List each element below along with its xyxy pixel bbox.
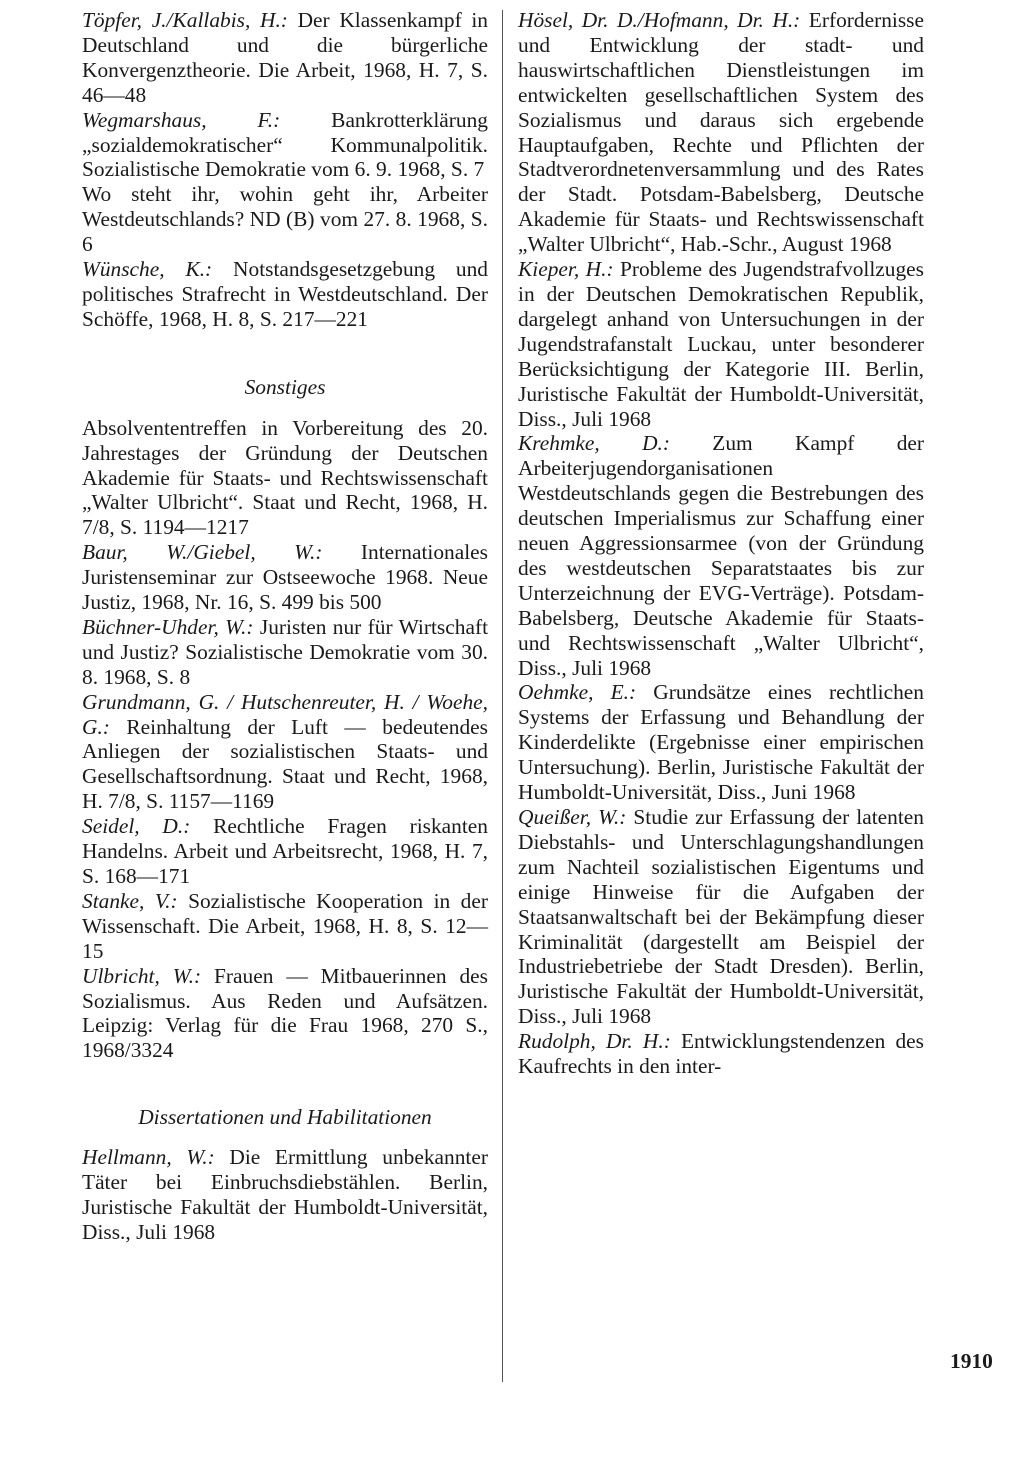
bibliography-entry [518,8,924,257]
bibliography-entry [82,964,488,1064]
entry-text: Zum Kampf der Arbeiterjugendorganisationen Westdeutschlands gegen die Bestrebungen des deutschen Imperialismus zur Schaffung einer neuen Aggressionsarmee (von der Gründung des westdeutschen Separatstaates bis zur Unterzeichnung der EVG-Verträge). Potsdam-Babelsberg, Deutsche Akademie für Staats- und Rechtswissenschaft „Walter Ulbricht“, Diss., Juli 1968 [518,431,925,680]
bibliography-list-dissertationen-cont [518,8,924,1079]
entry-author: Krehmke, D.: [518,431,670,456]
entry-author: Baur, W./Giebel, W.: [82,540,323,565]
bibliography-entry [82,257,488,332]
entry-author: Hösel, Dr. D./Hofmann, Dr. H.: [518,8,801,32]
bibliography-entry [518,431,924,680]
entry-author: Seidel, D.: [82,814,191,839]
entry-text: Grundsätze eines rechtlichen Systems der Erfassung und Behandlung der Kinderdelikte (Ergebnisse einer empirischen Untersuchung). Berlin, Juristische Fakultät der Humboldt-Universität, Diss., Juni 1968 [518,680,924,805]
entry-author: Queißer, W.: [518,805,627,829]
entry-text: Der Klassenkampf in Deutschland und die bürgerliche Konvergenztheorie. Die Arbeit, 1968, H. 7, S. 46—48 [82,8,488,107]
entry-text: Rechtliche Fragen riskanten Handelns. Arbeit und Arbeitsrecht, 1968, H. 7, S. 168—171 [82,814,488,888]
entry-text: Reinhaltung der Luft — bedeutendes Anliegen der sozialistischen Staats- und Gesellschaftsordnung. Staat und Recht, 1968, H. 7/8, S. 1157—1169 [82,714,488,814]
bibliography-entry [82,690,488,815]
entry-text: Die Ermittlung unbekannter Täter bei Einbruchsdiebstählen. Berlin, Juristische Fakultät der Humboldt-Universität, Diss., Juli 1968 [82,1145,488,1244]
entry-text: Studie zur Erfassung der latenten Diebstahls- und Unterschlagungshandlungen zum Nachteil sozialistischen Eigentums und einige Hinweise für die Aufgaben der Staatsanwaltschaft bei der Bekämpfung dieser Kriminalität (dargestellt am Beispiel der Industriebetriebe der Stadt Dresden). Berlin, Juristische Fakultät der Humboldt-Universität, Diss., Juli 1968 [518,805,924,1029]
entry-text: Wo steht ihr, wohin geht ihr, Arbeiter Westdeutschlands? ND (B) vom 27. 8. 1968, S. 6 [82,182,488,257]
entry-author: Stanke, V.: [82,888,178,913]
entry-author: Rudolph, Dr. H.: [518,1029,671,1054]
column-divider [502,10,503,1382]
entry-text: Sozialistische Kooperation in der Wissenschaft. Die Arbeit, 1968, H. 8, S. 12—15 [82,888,488,963]
entry-author: Ulbricht, W.: [82,963,202,988]
bibliography-entry [82,540,488,615]
entry-author: Wegmarshaus, F.: [82,107,281,132]
left-column [82,8,488,1245]
entry-text: Bankrotterklärung „sozialdemokratischer“ Kommunalpolitik. Sozialistische Demokratie vom 6. 9. 1968, S. 7 [82,107,488,182]
entry-author: Grundmann, G. / Hutschenreuter, H. / Woehe, G.: [82,689,488,739]
right-column [518,8,924,1079]
bibliography-entry [82,182,488,257]
bibliography-entry [518,1029,924,1079]
entry-text: Juristen nur für Wirtschaft und Justiz? Sozialistische Demokratie vom 30. 8. 1968, S. 8 [82,614,489,689]
entry-author: Töpfer, J./Kallabis, H.: [82,8,288,32]
bibliography-entry [82,889,488,964]
bibliography-entry [82,1145,488,1245]
entry-text: Entwicklungstendenzen des Kaufrechts in den inter- [518,1029,924,1079]
entry-text: Notstandsgesetzgebung und politisches Strafrecht in Westdeutschland. Der Schöffe, 1968, H. 8, S. 217—221 [82,257,488,331]
page-number: 1910 [950,1349,993,1373]
entry-author: Büchner-Uhder, W.: [82,614,254,639]
bibliography-entry [82,8,488,108]
entry-author: Kieper, H.: [518,257,614,282]
section-heading-dissertationen: Dissertationen und Habilitationen [138,1105,432,1130]
bibliography-entry [82,108,488,183]
section-heading-sonstiges: Sonstiges [244,374,326,399]
bibliography-entry [518,257,924,431]
entry-text: Frauen — Mitbauerinnen des Sozialismus. Aus Reden und Aufsätzen. Leipzig: Verlag für die Frau 1968, 270 S., 1968/3324 [82,963,488,1063]
entry-text: Probleme des Jugendstrafvollzuges in der Deutschen Demokratischen Republik, dargelegt anhand von Untersuchungen in der Jugendstrafanstalt Luckau, unter besonderer Berücksichtigung der Kategorie III. Berlin, Juristische Fakultät der Humboldt-Universität, Diss., Juli 1968 [518,257,924,431]
bibliography-entry [82,814,488,889]
bibliography-entry [82,416,488,541]
bibliography-list-politics [82,8,488,332]
entry-author: Hellmann, W.: [82,1145,215,1170]
entry-author: Oehmke, E.: [518,680,637,705]
bibliography-list-sonstiges [82,416,488,1064]
entry-text: Absolvententreffen in Vorbereitung des 20. Jahrestages der Gründung der Deutschen Akademie für Staats- und Rechtswissenschaft „Walter Ulbricht“. Staat und Recht, 1968, H. 7/8, S. 1194—1217 [82,415,488,540]
bibliography-entry [518,680,924,805]
entry-text: Internationales Juristenseminar zur Ostseewoche 1968. Neue Justiz, 1968, Nr. 16, S. 499 bis 500 [82,540,489,615]
entry-text: Erfordernisse und Entwicklung der stadt- und hauswirtschaftlichen Dienstleistungen im entwickelten gesellschaftlichen System des Sozialismus und daraus sich ergebende Hauptaufgaben, Rechte und Pflichten der Stadtverordnetenversammlung und des Rates der Stadt. Potsdam-Babelsberg, Deutsche Akademie für Staats- und Rechtswissenschaft „Walter Ulbricht“, Hab.-Schr., August 1968 [518,8,925,257]
bibliography-list-dissertationen [82,1145,488,1245]
entry-author: Wünsche, K.: [82,257,213,282]
bibliography-entry [518,805,924,1029]
bibliography-entry [82,615,488,690]
